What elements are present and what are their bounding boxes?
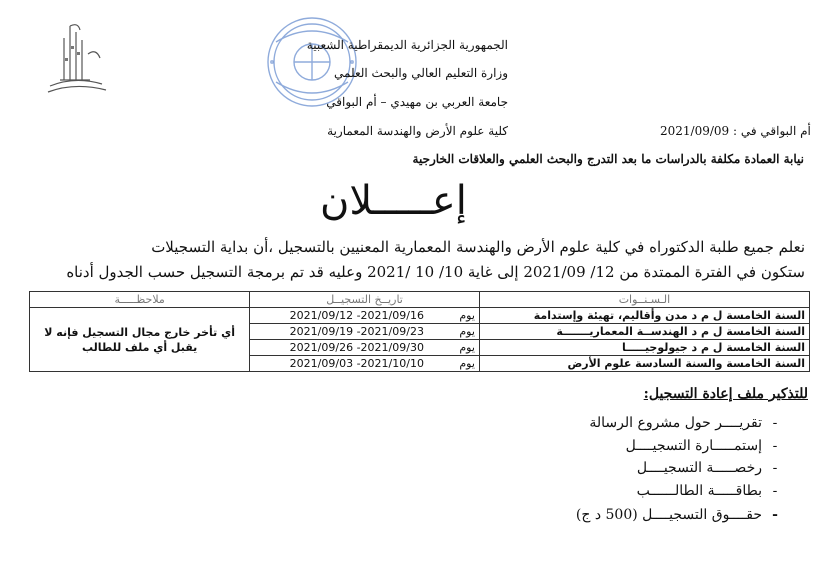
header-university: جامعة العربي بن مهيدي – أم البواقي xyxy=(326,95,508,109)
list-item xyxy=(589,480,788,503)
dash-bullet: - xyxy=(772,482,778,499)
table-header-row xyxy=(30,292,810,308)
year-cell: السنة الخامسة ل م د الهندســة المعماريـــــــة xyxy=(479,324,809,340)
header-republic: الجمهورية الجزائرية الديمقراطية الشعبية xyxy=(306,38,508,52)
note-cell: أي تأخر خارج مجال التسجيل فإنه لا يقبل أي ملف للطالب xyxy=(30,308,250,372)
dates-cell xyxy=(250,340,480,356)
date-range: 2021/09/16- 2021/09/12 xyxy=(289,308,424,322)
year-cell: السنة الخامسة والسنة السادسة علوم الأرض xyxy=(479,356,809,372)
year-cell: السنة الخامسة ل م د جيولوجيـــــا xyxy=(479,340,809,356)
day-label: يوم xyxy=(459,356,475,370)
day-label: يوم xyxy=(459,340,475,354)
dean-office-title: نيابة العمادة مكلفة بالدراسات ما بعد التدرج والبحث العلمي والعلاقات الخارجية xyxy=(412,152,804,166)
announcement-line-1: نعلم جميع طلبة الدكتوراه في كلية علوم الأرض والهندسة المعمارية المعنيين بالتسجيل ،أن بداية التسجيلات xyxy=(151,238,805,256)
dash-bullet: - xyxy=(772,437,778,454)
dash-bullet: - xyxy=(772,460,778,476)
announcement-title: إعـــــلان xyxy=(320,178,467,224)
dash-bullet: - xyxy=(772,507,778,523)
dash-bullet: - xyxy=(772,415,778,431)
date-range: 2021/09/30- 2021/09/26 xyxy=(289,340,424,354)
list-item xyxy=(589,457,788,480)
column-header-notes: ملاحظـــــة xyxy=(30,292,250,308)
day-label: يوم xyxy=(459,308,475,322)
date-range: 2021/09/23- 2021/09/19 xyxy=(289,324,424,338)
list-item xyxy=(589,435,788,458)
registration-table xyxy=(29,291,810,372)
list-item-text: رخصـــــة التسجيــــل xyxy=(636,460,762,476)
list-item-text: إستمـــــارة التسجيــــل xyxy=(625,437,762,454)
document-date: أم البواقي في : 2021/09/09 xyxy=(660,124,811,138)
list-item xyxy=(589,412,788,435)
date-range: 2021/10/10- 2021/09/03 xyxy=(289,356,424,370)
registration-fees xyxy=(576,507,788,523)
column-header-years: الـسـنــوات xyxy=(479,292,809,308)
list-item-text: بطاقـــــة الطالــــــب xyxy=(636,482,762,499)
dates-cell xyxy=(250,308,480,324)
year-cell: السنة الخامسة ل م د مدن وأقاليم، تهيئة وإستدامة xyxy=(479,308,809,324)
header-faculty: كلية علوم الأرض والهندسة المعمارية xyxy=(327,124,508,138)
dates-cell xyxy=(250,324,480,340)
announcement-line-2: ستكون في الفترة الممتدة من 12/ 2021/09 إلى غاية 10/ 10 /2021 وعليه قد تم برمجة التسجيل حسب الجدول أدناه xyxy=(66,263,805,281)
dates-cell xyxy=(250,356,480,372)
day-label: يوم xyxy=(459,324,475,338)
table-row xyxy=(30,308,810,324)
header-ministry: وزارة التعليم العالي والبحث العلمي xyxy=(334,66,508,80)
reminder-title: للتذكير ملف إعادة التسجيل: xyxy=(643,386,808,402)
fees-text: حقــــوق التسجيــــل (500 د ج) xyxy=(575,507,762,523)
university-logo xyxy=(30,18,120,98)
column-header-dates: تاريــخ التسجيــل xyxy=(250,292,480,308)
required-documents-list xyxy=(589,412,788,502)
list-item-text: تقريــــر حول مشروع الرسالة xyxy=(589,415,762,431)
